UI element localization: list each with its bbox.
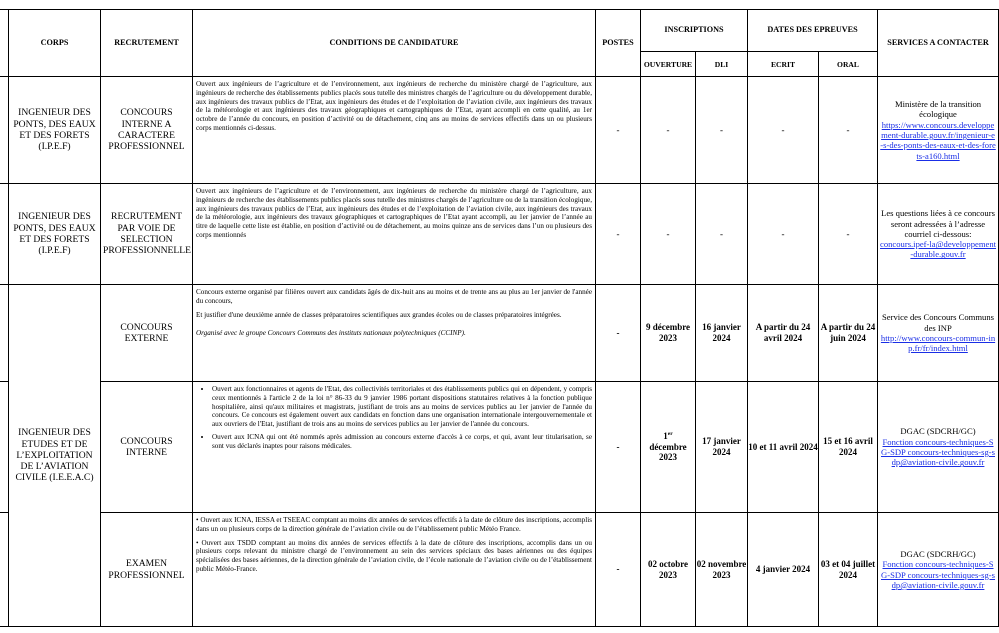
ouverture-cell: -: [641, 184, 696, 285]
oral-cell: 03 et 04 juillet 2024: [819, 513, 878, 627]
header-ecrit: ECRIT: [748, 52, 819, 77]
corps-cell: INGENIEUR DES PONTS, DES EAUX ET DES FORETS (I.P.E.F): [9, 77, 101, 184]
conditions-list: [196, 385, 592, 451]
conditions-note: Organisé avec le groupe Concours Communs des instituts nationaux polytechniques (CCINP).: [196, 329, 466, 338]
edge-cell: [0, 382, 9, 513]
recrutement-cell: CONCOURS EXTERNE: [101, 285, 193, 382]
services-cell: [878, 285, 999, 382]
corps-cell: INGENIEUR DES ETUDES ET DE L’EXPLOITATION DE L’AVIATION CIVILE (I.E.E.A.C): [9, 285, 101, 627]
recrutement-cell: CONCOURS INTERNE: [101, 382, 193, 513]
conditions-cell: [193, 77, 596, 184]
conditions-text: Ouvert aux ingénieurs de l’agriculture et de l’environnement, aux ingénieurs de recherche du ministère chargé de l’agriculture, aux ingénieurs de recherche des établissements publics placés sous tutelle des ministres chargés de l’agriculture ou de la transition écologique, aux ingénieurs des travaux publics de l’Etat, aux ingénieurs des études et de l’exploitation de l’aviation civile, aux ingénieurs des travaux de la météorologie, aux ingénieurs des travaux géographiques et cartographiques de l’Etat ayant accompli, au 1er janvier de l’année au titre de laquelle cette liste est établie, en position d’activité ou de détachement, au moins quinze ans de services dans l’un ou plusieurs des corps mentionnés: [196, 187, 592, 239]
ecrit-cell: 10 et 11 avril 2024: [748, 382, 819, 513]
dli-cell: -: [696, 77, 748, 184]
postes-cell: -: [596, 77, 641, 184]
recrutement-cell: EXAMEN PROFESSIONNEL: [101, 513, 193, 627]
postes-cell: -: [596, 513, 641, 627]
edge-cell: [0, 285, 9, 382]
ecrit-cell: 4 janvier 2024: [748, 513, 819, 627]
ouverture-month: décembre 2023: [649, 441, 687, 463]
postes-cell: -: [596, 382, 641, 513]
oral-cell: -: [819, 77, 878, 184]
services-cell: [878, 382, 999, 513]
conditions-text: Ouvert aux ingénieurs de l’agriculture et de l’environnement, aux ingénieurs de recherche du ministère chargé de l’agriculture, aux ingénieurs de recherche des établissements publics placés sous tutelle des ministres chargés de l’agriculture ou du développement durable, aux ingénieurs des travaux publics de l’Etat, aux ingénieurs des études et de l’exploitation de l’aviation civile, aux ingénieurs des travaux de la météorologie et aux ingénieurs des travaux géographiques et cartographiques de l’Etat, ayant accompli en cette qualité, au 1er octobre de l’année du concours, en position d’activité ou de détachement, cinq ans au moins de services effectifs dans un ou plusieurs corps mentionnés ci-dessus.: [196, 80, 592, 132]
dli-cell: 17 janvier 2024: [696, 382, 748, 513]
conditions-list-item: • Ouvert aux fonctionnaires et agents de l'Etat, des collectivités territoriales et des établissements publics qui en dépendent, y compris ceux mentionnés à l'article 2 de la loi n° 86-33 du 9 janvier 1986 portant dispositions statutaires relatives à la fonction publique hospitalière, ainsi qu'aux militaires et magistrats, justifiant de trois ans au moins de services publics au 1er janvier de l'année du concours. Ce concours est également ouvert aux candidats en fonction dans une organisation internationale intergouvernementale et aux ouvriers de l'Etat, justifiant de trois ans au moins de services publics au 1er janvier de l'année du concours.: [212, 385, 592, 429]
table-row: [0, 285, 999, 382]
service-name: DGAC (SDCRH/GC): [900, 426, 976, 437]
service-link[interactable]: http://www.concours-commun-inp.fr/fr/index.html: [880, 333, 996, 354]
header-dates: DATES DES EPREUVES: [748, 10, 878, 52]
recrutement-cell: CONCOURS INTERNE A CARACTERE PROFESSIONNEL: [101, 77, 193, 184]
ecrit-cell: A partir du 24 avril 2024: [748, 285, 819, 382]
header-oral: ORAL: [819, 52, 878, 77]
header-postes: POSTES: [596, 10, 641, 77]
conditions-paragraph: • Ouvert aux ICNA, IESSA et TSEEAC comptant au moins dix années de services effectifs à la date de clôture des inscriptions, accomplis dans un ou plusieurs corps de la direction générale de l’aviation civile ou de l’établissement public Météo France.: [196, 516, 592, 533]
postes-cell: -: [596, 285, 641, 382]
edge-cell: [0, 184, 9, 285]
table-row: [0, 77, 999, 184]
conditions-paragraph: Et justifier d'une deuxième année de classes préparatoires scientifiques aux grandes écoles ou de classes préparatoires intégrées.: [196, 310, 562, 319]
ouverture-cell: [641, 382, 696, 513]
postes-cell: -: [596, 184, 641, 285]
service-name: Ministère de la transition écologique: [894, 99, 982, 120]
service-link[interactable]: Fonction concours-techniques-SG-SDP concours-techniques-sg-sdp@aviation-civile.gouv.fr: [881, 559, 996, 590]
header-inscriptions: INSCRIPTIONS: [641, 10, 748, 52]
service-link[interactable]: Fonction concours-techniques-SG-SDP concours-techniques-sg-sdp@aviation-civile.gouv.fr: [881, 436, 996, 468]
table-row: [0, 513, 999, 627]
services-cell: [878, 184, 999, 285]
services-cell: [878, 513, 999, 627]
services-cell: [878, 77, 999, 184]
conditions-cell: [193, 285, 596, 382]
ouverture-cell: 9 décembre 2023: [641, 285, 696, 382]
service-link[interactable]: concours.ipef-la@developpement-durable.gouv.fr: [880, 239, 997, 260]
dli-cell: 02 novembre 2023: [696, 513, 748, 627]
edge-cell: [0, 77, 9, 184]
ecrit-cell: -: [748, 184, 819, 285]
recrutement-cell: RECRUTEMENT PAR VOIE DE SELECTION PROFESSIONNELLE: [101, 184, 193, 285]
table-row: [0, 382, 999, 513]
oral-cell: A partir du 24 juin 2024: [819, 285, 878, 382]
header-conditions: CONDITIONS DE CANDIDATURE: [193, 10, 596, 77]
service-link[interactable]: https://www.concours.developpement-durable.gouv.fr/ingenieur-e-s-des-ponts-des-eaux-et-des-forets-a160.html: [880, 119, 996, 161]
edge-cell: [0, 513, 9, 627]
oral-cell: -: [819, 184, 878, 285]
conditions-paragraph: Concours externe organisé par filières ouvert aux candidats âgés de dix-huit ans au moins et de trente ans au plus au 1er janvier de l'année du concours,: [196, 288, 592, 305]
table-row: [0, 184, 999, 285]
conditions-cell: [193, 382, 596, 513]
dli-cell: 16 janvier 2024: [696, 285, 748, 382]
header-dli: DLI: [696, 52, 748, 77]
dli-cell: -: [696, 184, 748, 285]
header-corps: CORPS: [9, 10, 101, 77]
conditions-list-item: • Ouvert aux ICNA qui ont été nommés après admission au concours externe d'accès à ce corps, et qui, avant leur titularisation, se sont vus déclarés inaptes pour raisons médicales.: [212, 433, 592, 451]
conditions-cell: [193, 184, 596, 285]
corps-cell: INGENIEUR DES PONTS, DES EAUX ET DES FORETS (I.P.E.F): [9, 184, 101, 285]
service-name: Les questions liées à ce concours seront adressées à l’adresse courriel ci-dessous:: [881, 208, 995, 239]
ouverture-day: 1: [663, 430, 668, 441]
header-services: SERVICES A CONTACTER: [878, 10, 999, 77]
ouverture-cell: -: [641, 77, 696, 184]
ouverture-suffix: er: [667, 430, 673, 437]
header-ouverture: OUVERTURE: [641, 52, 696, 77]
service-name: Service des Concours Communs des INP: [882, 312, 994, 333]
oral-cell: 15 et 16 avril 2024: [819, 382, 878, 513]
header-recrutement: RECRUTEMENT: [101, 10, 193, 77]
edge-cell: [0, 10, 9, 77]
conditions-paragraph: • Ouvert aux TSDD comptant au moins dix années de services effectifs à la date de clôture des inscriptions, accomplis dans un ou plusieurs corps relevant du ministre chargé de l’environnement au sein des services spéciaux des bases aériennes ou des équipes spécialisées des bases aériennes, de la direction générale de l’aviation civile, de l’école nationale de l’aviation civile ou de l’établissement public Météo-France.: [196, 538, 592, 573]
conditions-cell: [193, 513, 596, 627]
ecrit-cell: -: [748, 77, 819, 184]
ouverture-cell: 02 octobre 2023: [641, 513, 696, 627]
candidature-table: [0, 9, 999, 627]
service-name: DGAC (SDCRH/GC): [900, 548, 976, 559]
